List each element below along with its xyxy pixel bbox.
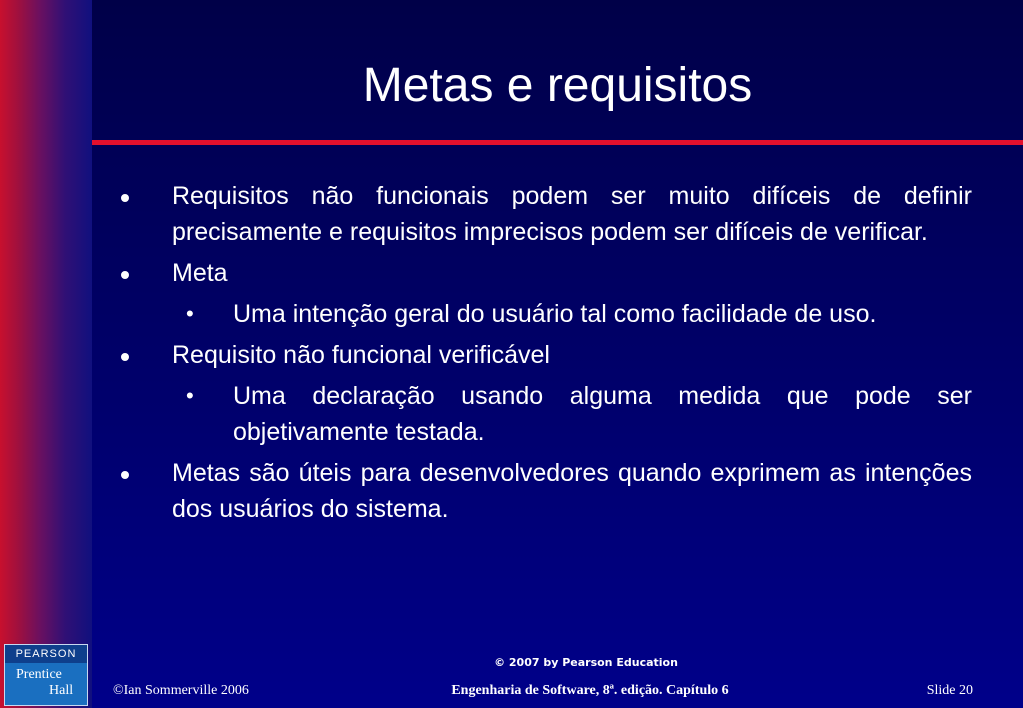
copyright-notice: © 2007 by Pearson Education bbox=[494, 656, 678, 669]
list-subitem-text: Uma declaração usando alguma medida que pode ser objetivamente testada. bbox=[233, 382, 972, 446]
list-item-text: Requisitos não funcionais podem ser muito difíceis de definir precisamente e requisitos imprecisos podem ser difíceis de verificar. bbox=[172, 182, 972, 246]
logo-prentice-text: Prentice bbox=[16, 667, 62, 682]
list-subitem-text: Uma intenção geral do usuário tal como facilidade de uso. bbox=[233, 300, 877, 328]
list-item bbox=[110, 255, 972, 291]
logo-pearson-text: PEARSON bbox=[5, 645, 87, 663]
list-item bbox=[110, 178, 972, 250]
footer-author: ©Ian Sommerville 2006 bbox=[113, 683, 249, 698]
list-item-text: Metas são úteis para desenvolvedores quando exprimem as intenções dos usuários do sistema. bbox=[172, 459, 972, 523]
bullet-small-icon: • bbox=[186, 301, 194, 326]
list-subitem bbox=[110, 378, 972, 450]
bullet-small-icon: • bbox=[186, 383, 194, 408]
list-item bbox=[110, 337, 972, 373]
title-rule bbox=[92, 140, 1023, 145]
bullet-dot-icon bbox=[121, 353, 129, 361]
pearson-logo bbox=[4, 644, 88, 706]
bullet-dot-icon bbox=[121, 194, 129, 202]
bullet-list bbox=[110, 178, 972, 532]
list-item-text: Requisito não funcional verificável bbox=[172, 341, 550, 369]
side-stripe bbox=[0, 0, 92, 708]
slide-title: Metas e requisitos bbox=[362, 59, 753, 112]
bullet-dot-icon bbox=[121, 471, 129, 479]
footer-book-title: Engenharia de Software, 8ª. edição. Capítulo 6 bbox=[451, 683, 729, 698]
list-item bbox=[110, 455, 972, 527]
bullet-dot-icon bbox=[121, 271, 129, 279]
list-item-text: Meta bbox=[172, 259, 228, 287]
logo-hall-text: Hall bbox=[49, 683, 74, 698]
list-subitem bbox=[110, 296, 972, 332]
footer-slide-number: Slide 20 bbox=[926, 683, 973, 698]
